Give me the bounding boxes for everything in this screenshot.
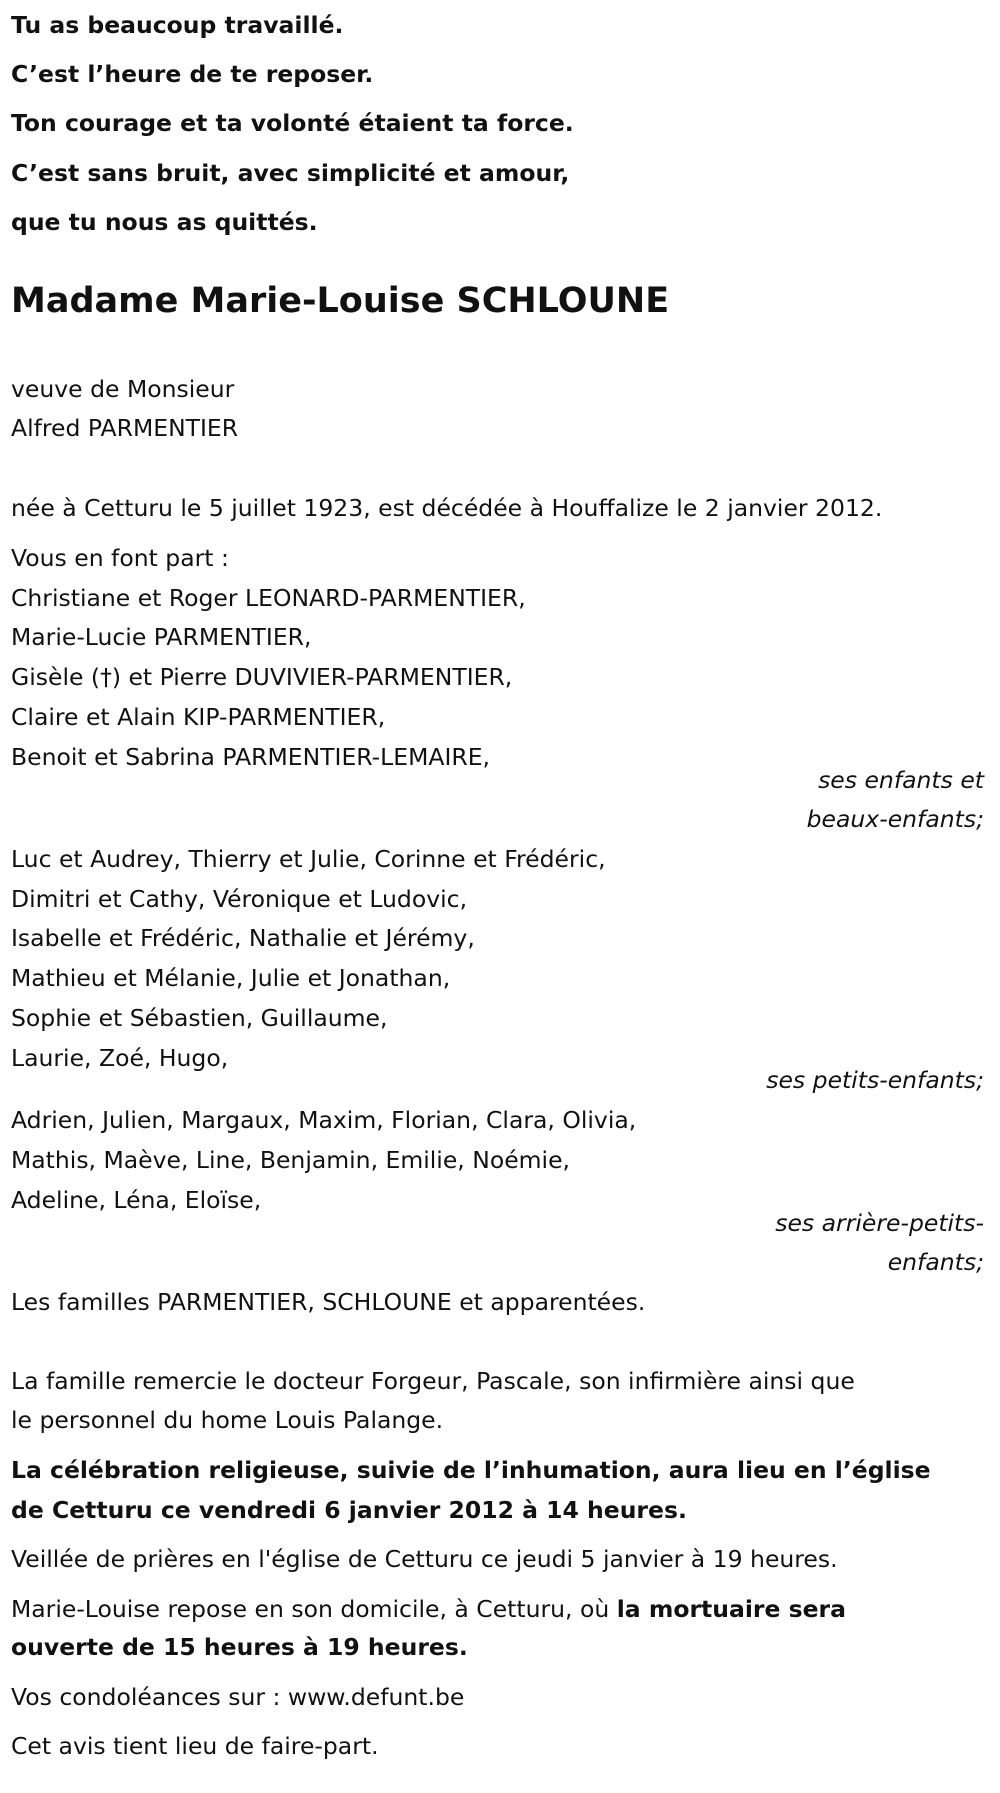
rest-plain: Marie-Louise repose en son domicile, à Cetturu, où xyxy=(11,1595,617,1623)
announce: Vous en font part : xyxy=(11,544,229,572)
great-grandchild: Adeline, Léna, Eloïse, xyxy=(11,1186,262,1214)
child: Marie-Lucie PARMENTIER, xyxy=(11,623,312,651)
spouse-line: Alfred PARMENTIER xyxy=(11,414,239,442)
grandchildren-label: ses petits-enfants; xyxy=(766,1066,984,1094)
child: Claire et Alain KIP-PARMENTIER, xyxy=(11,703,386,731)
child: Benoit et Sabrina PARMENTIER-LEMAIRE, xyxy=(11,743,491,771)
poem-line: Tu as beaucoup travaillé. xyxy=(11,11,344,39)
ceremony-line: de Cetturu ce vendredi 6 janvier 2012 à 14 heures. xyxy=(11,1496,687,1524)
great-grandchild: Mathis, Maève, Line, Benjamin, Emilie, Noémie, xyxy=(11,1146,570,1174)
rest-bold-line: ouverte de 15 heures à 19 heures. xyxy=(11,1633,468,1661)
child: Christiane et Roger LEONARD-PARMENTIER, xyxy=(11,584,526,612)
children-label: ses enfants et xyxy=(818,766,984,794)
grandchild: Dimitri et Cathy, Véronique et Ludovic, xyxy=(11,885,468,913)
poem-line: C’est l’heure de te reposer. xyxy=(11,60,374,88)
ceremony-line: La célébration religieuse, suivie de l’inhumation, aura lieu en l’église xyxy=(11,1456,931,1484)
poem-line: que tu nous as quittés. xyxy=(11,208,318,236)
birth-death: née à Cetturu le 5 juillet 1923, est décédée à Houffalize le 2 janvier 2012. xyxy=(11,494,883,522)
great-grandchildren-label: enfants; xyxy=(887,1248,984,1276)
rest-bold: la mortuaire sera xyxy=(616,1595,847,1623)
poem-line: C’est sans bruit, avec simplicité et amour, xyxy=(11,159,570,187)
grandchild: Laurie, Zoé, Hugo, xyxy=(11,1044,229,1072)
great-grandchildren-label: ses arrière-petits- xyxy=(775,1209,984,1237)
grandchild: Sophie et Sébastien, Guillaume, xyxy=(11,1004,388,1032)
closing: Cet avis tient lieu de faire-part. xyxy=(11,1732,379,1760)
thanks-line: La famille remercie le docteur Forgeur, Pascale, son infirmière ainsi que xyxy=(11,1367,855,1395)
great-grandchild: Adrien, Julien, Margaux, Maxim, Florian, Clara, Olivia, xyxy=(11,1106,637,1134)
families: Les familles PARMENTIER, SCHLOUNE et apparentées. xyxy=(11,1288,646,1316)
grandchild: Isabelle et Frédéric, Nathalie et Jérémy, xyxy=(11,924,475,952)
children-label: beaux-enfants; xyxy=(806,805,984,833)
vigil: Veillée de prières en l'église de Cetturu ce jeudi 5 janvier à 19 heures. xyxy=(11,1545,838,1573)
deceased-name: Madame Marie-Louise SCHLOUNE xyxy=(11,281,670,321)
poem-line: Ton courage et ta volonté étaient ta force. xyxy=(11,109,574,137)
grandchild: Luc et Audrey, Thierry et Julie, Corinne et Frédéric, xyxy=(11,845,606,873)
rest-line xyxy=(11,1589,846,1629)
grandchild: Mathieu et Mélanie, Julie et Jonathan, xyxy=(11,964,451,992)
child: Gisèle (†) et Pierre DUVIVIER-PARMENTIER, xyxy=(11,663,513,691)
spouse-line: veuve de Monsieur xyxy=(11,375,235,403)
thanks-line: le personnel du home Louis Palange. xyxy=(11,1406,444,1434)
condolences: Vos condoléances sur : www.defunt.be xyxy=(11,1683,465,1711)
